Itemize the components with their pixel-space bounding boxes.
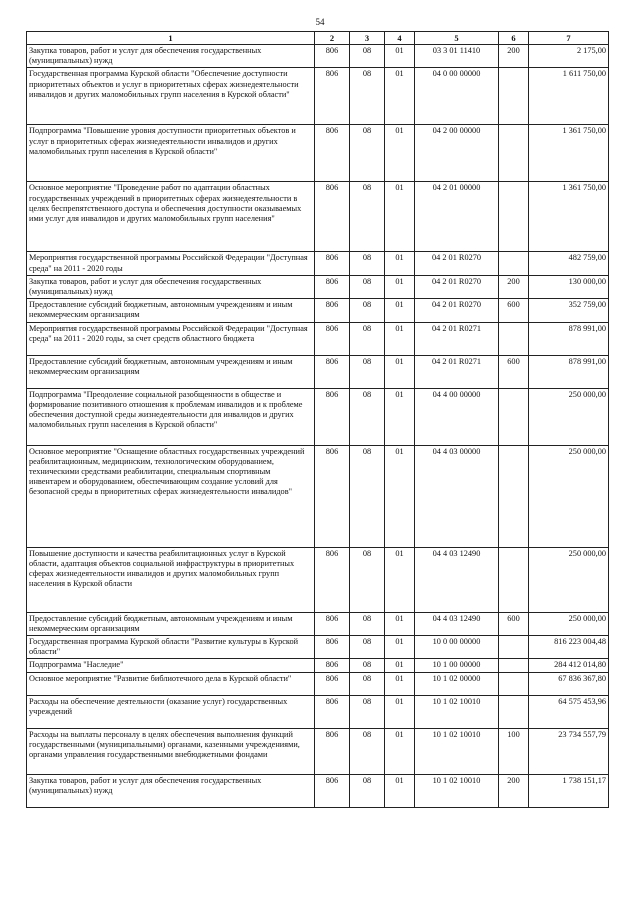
- row-expense-type-cell: 600: [499, 299, 529, 322]
- row-subsection-cell: 01: [385, 252, 415, 275]
- row-expense-type-cell: [499, 445, 529, 547]
- row-subsection-cell: 01: [385, 299, 415, 322]
- row-section-cell: 08: [350, 275, 385, 298]
- row-amount-cell: 250 000,00: [529, 547, 609, 612]
- row-expense-type-cell: 200: [499, 774, 529, 807]
- row-expense-type-cell: 100: [499, 728, 529, 774]
- row-name-cell: Расходы на выплаты персоналу в целях обеспечения выполнения функций государственными (муниципальными) органами, казенными учреждениями, органами управления государственными внебюджетными фондами: [27, 728, 315, 774]
- page-number: 54: [315, 17, 325, 27]
- row-code-cell: 806: [315, 275, 350, 298]
- row-name-cell: Закупка товаров, работ и услуг для обеспечения государственных (муниципальных) нужд: [27, 275, 315, 298]
- row-target-article-cell: 04 2 01 00000: [415, 182, 499, 252]
- row-name-cell: Предоставление субсидий бюджетным, автономным учреждениям и иным некоммерческим организациям: [27, 612, 315, 635]
- row-name-cell: Мероприятия государственной программы Российской Федерации "Доступная среда" на 2011 - 2020 годы, за счет средств областного бюджета: [27, 322, 315, 355]
- table-row: [27, 275, 609, 298]
- row-name-cell: Предоставление субсидий бюджетным, автономным учреждениям и иным некоммерческим организациям: [27, 355, 315, 388]
- row-code-cell: 806: [315, 182, 350, 252]
- row-code-cell: 806: [315, 355, 350, 388]
- table-row: [27, 672, 609, 695]
- row-target-article-cell: 04 2 00 00000: [415, 125, 499, 182]
- table-row: [27, 252, 609, 275]
- row-amount-cell: 878 991,00: [529, 355, 609, 388]
- row-code-cell: 806: [315, 659, 350, 672]
- row-subsection-cell: 01: [385, 322, 415, 355]
- row-amount-cell: 23 734 557,79: [529, 728, 609, 774]
- row-subsection-cell: 01: [385, 636, 415, 659]
- row-code-cell: 806: [315, 612, 350, 635]
- row-target-article-cell: 03 3 01 11410: [415, 45, 499, 68]
- header-cell-3: 3: [350, 32, 385, 45]
- header-cell-6: 6: [499, 32, 529, 45]
- row-code-cell: 806: [315, 388, 350, 445]
- row-section-cell: 08: [350, 612, 385, 635]
- row-expense-type-cell: [499, 182, 529, 252]
- row-amount-cell: 250 000,00: [529, 388, 609, 445]
- header-cell-2: 2: [315, 32, 350, 45]
- row-target-article-cell: 04 4 03 12490: [415, 547, 499, 612]
- row-target-article-cell: 10 1 00 00000: [415, 659, 499, 672]
- table-row: [27, 695, 609, 728]
- row-subsection-cell: 01: [385, 182, 415, 252]
- row-target-article-cell: 10 1 02 10010: [415, 728, 499, 774]
- row-section-cell: 08: [350, 636, 385, 659]
- row-name-cell: Основное мероприятие "Проведение работ по адаптации областных государственных учреждений в приоритетных сферах жизнедеятельности в целях беспрепятственного доступа и обеспечения доступности оказываемых ими услуг для инвалидов и других маломобильных групп населения": [27, 182, 315, 252]
- row-section-cell: 08: [350, 322, 385, 355]
- table-row: [27, 322, 609, 355]
- row-name-cell: Подпрограмма "Преодоление социальной разобщенности в обществе и формирование позитивного отношения к проблемам инвалидов и к проблеме обеспечения доступной среды жизнедеятельности для инвалидов и других маломобильных групп населения в Курской области": [27, 388, 315, 445]
- row-subsection-cell: 01: [385, 355, 415, 388]
- row-expense-type-cell: [499, 695, 529, 728]
- row-amount-cell: 67 836 367,80: [529, 672, 609, 695]
- row-subsection-cell: 01: [385, 728, 415, 774]
- row-expense-type-cell: [499, 659, 529, 672]
- header-cell-4: 4: [385, 32, 415, 45]
- row-expense-type-cell: [499, 322, 529, 355]
- row-expense-type-cell: 600: [499, 612, 529, 635]
- row-code-cell: 806: [315, 774, 350, 807]
- row-section-cell: 08: [350, 445, 385, 547]
- row-amount-cell: 130 000,00: [529, 275, 609, 298]
- row-section-cell: 08: [350, 45, 385, 68]
- row-code-cell: 806: [315, 728, 350, 774]
- row-expense-type-cell: [499, 547, 529, 612]
- row-target-article-cell: 10 1 02 10010: [415, 695, 499, 728]
- row-expense-type-cell: [499, 636, 529, 659]
- row-subsection-cell: 01: [385, 672, 415, 695]
- row-target-article-cell: 04 2 01 R0270: [415, 252, 499, 275]
- row-expense-type-cell: 200: [499, 275, 529, 298]
- row-name-cell: Повышение доступности и качества реабилитационных услуг в Курской области, адаптация объектов социальной инфраструктуры в приоритетных сферах жизнедеятельности инвалидов и других маломобильных групп населения в Курской области: [27, 547, 315, 612]
- table-row: [27, 636, 609, 659]
- table-row: [27, 125, 609, 182]
- row-section-cell: 08: [350, 355, 385, 388]
- row-name-cell: Предоставление субсидий бюджетным, автономным учреждениям и иным некоммерческим организациям: [27, 299, 315, 322]
- row-amount-cell: 64 575 453,96: [529, 695, 609, 728]
- row-name-cell: Расходы на обеспечение деятельности (оказание услуг) государственных учреждений: [27, 695, 315, 728]
- row-amount-cell: 1 611 750,00: [529, 68, 609, 125]
- row-expense-type-cell: 200: [499, 45, 529, 68]
- row-amount-cell: 1 738 151,17: [529, 774, 609, 807]
- header-cell-7: 7: [529, 32, 609, 45]
- table-row: [27, 547, 609, 612]
- header-cell-5: 5: [415, 32, 499, 45]
- row-section-cell: 08: [350, 728, 385, 774]
- row-target-article-cell: 04 4 03 00000: [415, 445, 499, 547]
- row-code-cell: 806: [315, 252, 350, 275]
- row-code-cell: 806: [315, 68, 350, 125]
- row-target-article-cell: 04 2 01 R0270: [415, 299, 499, 322]
- row-amount-cell: 250 000,00: [529, 612, 609, 635]
- row-amount-cell: 352 759,00: [529, 299, 609, 322]
- row-target-article-cell: 04 2 01 R0270: [415, 275, 499, 298]
- table-row: [27, 659, 609, 672]
- row-amount-cell: 2 175,00: [529, 45, 609, 68]
- row-name-cell: Мероприятия государственной программы Российской Федерации "Доступная среда" на 2011 - 2020 годы: [27, 252, 315, 275]
- row-amount-cell: 878 991,00: [529, 322, 609, 355]
- row-section-cell: 08: [350, 388, 385, 445]
- row-name-cell: Подпрограмма "Наследие": [27, 659, 315, 672]
- row-amount-cell: 250 000,00: [529, 445, 609, 547]
- row-name-cell: Закупка товаров, работ и услуг для обеспечения государственных (муниципальных) нужд: [27, 774, 315, 807]
- row-expense-type-cell: [499, 388, 529, 445]
- table-header-row: [27, 32, 609, 45]
- row-code-cell: 806: [315, 322, 350, 355]
- row-name-cell: Подпрограмма "Повышение уровня доступности приоритетных объектов и услуг в приоритетных сферах жизнедеятельности инвалидов и других маломобильных групп населения в Курской области": [27, 125, 315, 182]
- row-name-cell: Государственная программа Курской области "Обеспечение доступности приоритетных объектов и услуг в приоритетных сферах жизнедеятельности инвалидов и других маломобильных групп населения в Курской области": [27, 68, 315, 125]
- row-target-article-cell: 04 4 03 12490: [415, 612, 499, 635]
- row-expense-type-cell: 600: [499, 355, 529, 388]
- row-subsection-cell: 01: [385, 445, 415, 547]
- table-row: [27, 45, 609, 68]
- row-target-article-cell: 04 4 00 00000: [415, 388, 499, 445]
- row-subsection-cell: 01: [385, 695, 415, 728]
- row-section-cell: 08: [350, 125, 385, 182]
- row-subsection-cell: 01: [385, 125, 415, 182]
- row-section-cell: 08: [350, 547, 385, 612]
- row-code-cell: 806: [315, 547, 350, 612]
- table-row: [27, 68, 609, 125]
- row-amount-cell: 284 412 014,80: [529, 659, 609, 672]
- row-target-article-cell: 10 1 02 10010: [415, 774, 499, 807]
- table-row: [27, 182, 609, 252]
- row-section-cell: 08: [350, 659, 385, 672]
- row-code-cell: 806: [315, 695, 350, 728]
- table-row: [27, 774, 609, 807]
- row-subsection-cell: 01: [385, 774, 415, 807]
- row-name-cell: Основное мероприятие "Оснащение областных государственных учреждений реабилитационным, медицинским, технологическим оборудованием, техническими средствами реабилитации, специальным спортивным инвентарем и оборудованием, обеспечивающим создание условий для безопасной среды в приоритетных сферах жизнедеятельности инвалидов": [27, 445, 315, 547]
- budget-table: [26, 31, 609, 808]
- row-code-cell: 806: [315, 125, 350, 182]
- row-amount-cell: 1 361 750,00: [529, 125, 609, 182]
- row-target-article-cell: 04 2 01 R0271: [415, 322, 499, 355]
- table-row: [27, 728, 609, 774]
- table-row: [27, 612, 609, 635]
- row-code-cell: 806: [315, 445, 350, 547]
- row-section-cell: 08: [350, 672, 385, 695]
- row-expense-type-cell: [499, 125, 529, 182]
- row-section-cell: 08: [350, 182, 385, 252]
- row-target-article-cell: 10 0 00 00000: [415, 636, 499, 659]
- row-name-cell: Государственная программа Курской области "Развитие культуры в Курской области": [27, 636, 315, 659]
- row-section-cell: 08: [350, 299, 385, 322]
- row-code-cell: 806: [315, 636, 350, 659]
- row-section-cell: 08: [350, 695, 385, 728]
- row-section-cell: 08: [350, 68, 385, 125]
- row-target-article-cell: 04 0 00 00000: [415, 68, 499, 125]
- row-target-article-cell: 10 1 02 00000: [415, 672, 499, 695]
- table-row: [27, 388, 609, 445]
- row-code-cell: 806: [315, 45, 350, 68]
- row-amount-cell: 1 361 750,00: [529, 182, 609, 252]
- row-subsection-cell: 01: [385, 388, 415, 445]
- row-amount-cell: 816 223 004,48: [529, 636, 609, 659]
- row-section-cell: 08: [350, 252, 385, 275]
- header-cell-1: 1: [27, 32, 315, 45]
- row-subsection-cell: 01: [385, 547, 415, 612]
- row-code-cell: 806: [315, 299, 350, 322]
- row-subsection-cell: 01: [385, 275, 415, 298]
- table-row: [27, 355, 609, 388]
- row-subsection-cell: 01: [385, 612, 415, 635]
- row-subsection-cell: 01: [385, 659, 415, 672]
- row-target-article-cell: 04 2 01 R0271: [415, 355, 499, 388]
- row-subsection-cell: 01: [385, 45, 415, 68]
- row-name-cell: Закупка товаров, работ и услуг для обеспечения государственных (муниципальных) нужд: [27, 45, 315, 68]
- row-code-cell: 806: [315, 672, 350, 695]
- row-expense-type-cell: [499, 672, 529, 695]
- table-row: [27, 445, 609, 547]
- row-amount-cell: 482 759,00: [529, 252, 609, 275]
- row-section-cell: 08: [350, 774, 385, 807]
- row-expense-type-cell: [499, 252, 529, 275]
- row-name-cell: Основное мероприятие "Развитие библиотечного дела в Курской области": [27, 672, 315, 695]
- row-subsection-cell: 01: [385, 68, 415, 125]
- table-row: [27, 299, 609, 322]
- row-expense-type-cell: [499, 68, 529, 125]
